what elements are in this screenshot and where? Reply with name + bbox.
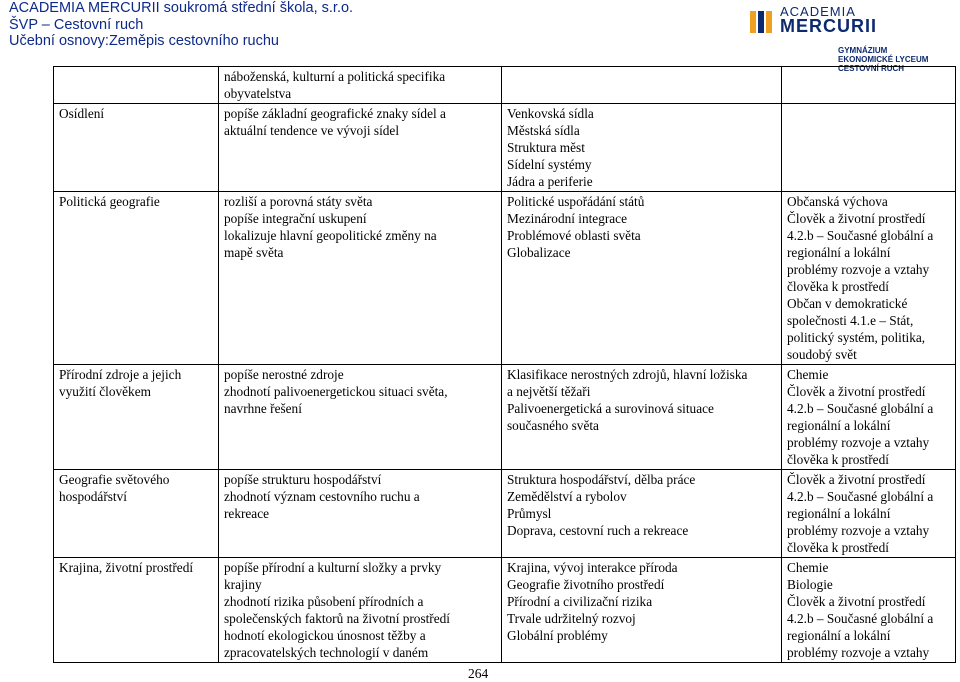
- content-line: Sídelní systémy: [507, 157, 592, 172]
- outcomes-line: zhodnotí rizika působení přírodních a: [224, 594, 424, 609]
- outcomes-line: navrhne řešení: [224, 401, 302, 416]
- content-line: Globalizace: [507, 245, 571, 260]
- crosscut-cell: [782, 470, 956, 558]
- content-line: Průmysl: [507, 506, 552, 521]
- outcomes-line: rekreace: [224, 506, 270, 521]
- outcomes-line: zpracovatelských technologií v daném: [224, 645, 429, 660]
- content-line: Venkovská sídla: [507, 106, 594, 121]
- content-line: a největší těžaři: [507, 384, 591, 399]
- outcomes-cell: [219, 192, 502, 365]
- content-line: současného světa: [507, 418, 599, 433]
- outcomes-line: popíše přírodní a kulturní složky a prvky: [224, 560, 442, 575]
- topic-text: Osídlení: [59, 106, 105, 121]
- content-line: Globální problémy: [507, 628, 608, 643]
- content-line: Jádra a periferie: [507, 174, 593, 189]
- syllabus-name: Učební osnovy:Zeměpis cestovního ruchu: [9, 33, 279, 49]
- crosscut-cell: [782, 365, 956, 470]
- outcomes-line: společenských faktorů na životní prostředí: [224, 611, 450, 626]
- crosscut-line: Biologie: [787, 577, 833, 592]
- page-number: 264: [468, 666, 489, 681]
- logo-sub-1: GYMNÁZIUM: [838, 46, 888, 55]
- outcomes-line: náboženská, kulturní a politická specifika: [224, 69, 446, 84]
- program-name: ŠVP – Cestovní ruch: [9, 16, 144, 33]
- crosscut-line: společnosti 4.1.e – Stát,: [787, 313, 914, 328]
- content-cell: [502, 67, 782, 104]
- table-row: [54, 67, 956, 104]
- outcomes-line: popíše základní geografické znaky sídel a: [224, 106, 446, 121]
- crosscut-cell: [782, 192, 956, 365]
- logo-mark-icon: [748, 8, 776, 36]
- syllabus-table: [53, 66, 956, 663]
- outcomes-line: popíše strukturu hospodářství: [224, 472, 382, 487]
- content-line: Doprava, cestovní ruch a rekreace: [507, 523, 689, 538]
- crosscut-cell: [782, 67, 956, 104]
- content-line: Přírodní a civilizační rizika: [507, 594, 653, 609]
- topic-text: Přírodní zdroje a jejich využití člověkem: [59, 367, 182, 399]
- outcomes-line: hodnotí ekologickou únosnost těžby a: [224, 628, 426, 643]
- outcomes-line: obyvatelstva: [224, 86, 292, 101]
- content-cell: [502, 365, 782, 470]
- outcomes-cell: [219, 470, 502, 558]
- outcomes-line: lokalizuje hlavní geopolitické změny na: [224, 228, 437, 243]
- content-cell: [502, 192, 782, 365]
- topic-text: Krajina, životní prostředí: [59, 560, 194, 575]
- crosscut-line: politický systém, politika,: [787, 330, 926, 345]
- crosscut-line: Člověk a životní prostředí: [787, 211, 926, 226]
- content-cell: [502, 104, 782, 192]
- outcomes-line: mapě světa: [224, 245, 284, 260]
- crosscut-line: soudobý svět: [787, 347, 857, 362]
- topic-cell: [54, 558, 219, 663]
- crosscut-line: Člověk a životní prostředí: [787, 594, 926, 609]
- content-line: Politické uspořádání států: [507, 194, 645, 209]
- topic-cell: [54, 192, 219, 365]
- crosscut-line: regionální a lokální: [787, 418, 891, 433]
- topic-cell: [54, 104, 219, 192]
- crosscut-cell: [782, 558, 956, 663]
- content-line: Trvale udržitelný rozvoj: [507, 611, 636, 626]
- logo-brand-main: MERCURII: [780, 16, 877, 36]
- logo-sub-3: CESTOVNÍ RUCH: [838, 64, 905, 73]
- outcomes-cell: [219, 104, 502, 192]
- content-line: Zemědělství a rybolov: [507, 489, 627, 504]
- content-line: Krajina, vývoj interakce příroda: [507, 560, 678, 575]
- content-line: Klasifikace nerostných zdrojů, hlavní ložiska: [507, 367, 748, 382]
- crosscut-line: 4.2.b – Současné globální a: [787, 489, 934, 504]
- content-line: Geografie životního prostředí: [507, 577, 665, 592]
- crosscut-line: regionální a lokální: [787, 628, 891, 643]
- crosscut-line: 4.2.b – Současné globální a: [787, 611, 934, 626]
- outcomes-line: popíše integrační uskupení: [224, 211, 367, 226]
- outcomes-cell: [219, 67, 502, 104]
- crosscut-line: problémy rozvoje a vztahy: [787, 435, 930, 450]
- crosscut-line: regionální a lokální: [787, 245, 891, 260]
- content-line: Palivoenergetická a surovinová situace: [507, 401, 714, 416]
- crosscut-cell: [782, 104, 956, 192]
- content-cell: [502, 470, 782, 558]
- crosscut-line: problémy rozvoje a vztahy: [787, 262, 930, 277]
- topic-cell: [54, 365, 219, 470]
- topic-cell: [54, 470, 219, 558]
- crosscut-line: Člověk a životní prostředí: [787, 384, 926, 399]
- topic-cell: [54, 67, 219, 104]
- crosscut-line: problémy rozvoje a vztahy: [787, 523, 930, 538]
- outcomes-line: aktuální tendence ve vývoji sídel: [224, 123, 400, 138]
- crosscut-line: problémy rozvoje a vztahy: [787, 645, 930, 660]
- outcomes-cell: [219, 365, 502, 470]
- outcomes-line: popíše nerostné zdroje: [224, 367, 344, 382]
- crosscut-line: Chemie: [787, 560, 829, 575]
- table-row: [54, 365, 956, 470]
- topic-text: Politická geografie: [59, 194, 160, 209]
- table-row: [54, 192, 956, 365]
- content-line: Struktura měst: [507, 140, 585, 155]
- crosscut-line: Chemie: [787, 367, 829, 382]
- crosscut-line: 4.2.b – Současné globální a: [787, 401, 934, 416]
- outcomes-line: zhodnotí palivoenergetickou situaci světa,: [224, 384, 448, 399]
- crosscut-line: člověka k prostředí: [787, 540, 889, 555]
- school-logo: [748, 4, 958, 73]
- logo-sub-2: EKONOMICKÉ LYCEUM: [838, 55, 929, 64]
- outcomes-line: zhodnotí význam cestovního ruchu a: [224, 489, 420, 504]
- school-name: ACADEMIA MERCURII soukromá střední škola, s.r.o.: [9, 0, 354, 16]
- crosscut-line: Člověk a životní prostředí: [787, 472, 926, 487]
- outcomes-cell: [219, 558, 502, 663]
- crosscut-line: Občanská výchova: [787, 194, 888, 209]
- topic-text: Geografie světového hospodářství: [59, 472, 170, 504]
- table-row: [54, 558, 956, 663]
- table-row: [54, 470, 956, 558]
- outcomes-line: rozliší a porovná státy světa: [224, 194, 373, 209]
- content-line: Městská sídla: [507, 123, 580, 138]
- crosscut-line: Občan v demokratické: [787, 296, 908, 311]
- content-line: Problémové oblasti světa: [507, 228, 641, 243]
- document-header: [9, 0, 353, 50]
- table-row: [54, 104, 956, 192]
- crosscut-line: člověka k prostředí: [787, 452, 889, 467]
- crosscut-line: člověka k prostředí: [787, 279, 889, 294]
- content-line: Struktura hospodářství, dělba práce: [507, 472, 696, 487]
- outcomes-line: krajiny: [224, 577, 262, 592]
- crosscut-line: regionální a lokální: [787, 506, 891, 521]
- logo-brand-top: ACADEMIA: [780, 4, 856, 19]
- crosscut-line: 4.2.b – Současné globální a: [787, 228, 934, 243]
- content-cell: [502, 558, 782, 663]
- content-line: Mezinárodní integrace: [507, 211, 627, 226]
